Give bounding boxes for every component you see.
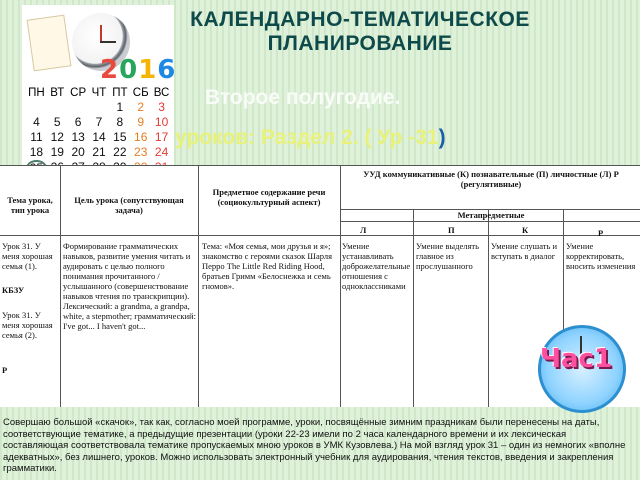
calendar-day: 20 <box>71 145 85 159</box>
row-r-label: Р <box>2 365 8 375</box>
goal-cell: Формирование грамматических навыков, развитие умения читать и аудировать с целью полного понимания прочитанного / услышанного (совершенствование навыков чтения по транскрипции). Лексический: a grandma, a grandpa, white, a stepmother; грамматический: I've got... I haven't got... <box>63 241 196 331</box>
badge-label: Час1 <box>540 344 613 374</box>
calendar-day: 14 <box>92 130 106 144</box>
uud-p-cell: Умение выделять главное из прослушанного <box>416 241 479 271</box>
calendar-day <box>68 100 89 114</box>
sub-header-k: К <box>522 225 529 235</box>
calendar-day <box>47 100 68 114</box>
calendar-day: 11 <box>30 130 43 144</box>
teacher-note: Совершаю большой «скачок», так как, согласно моей программе, уроки, посвящённые зимним праздникам были перенесены на даты, соответствующие тематике, а предыдущие презентации (уроки 22-23 имели по 2 часа календарного времени и их лексическая составляющая соответствовала тематике пропускаемых мною уроков в УМК Кузовлева.) На мой взгляд урок 31 – один из немногих «вполне адекватных», без лишнего, уроков. Можно использовать электронный учебник для аудирования, чтения текстов, введения и закрепления грамматики. <box>3 417 626 474</box>
weekday-label: ЧТ <box>91 87 107 99</box>
calendar-day: 22 <box>113 145 127 159</box>
calendar-day: 18 <box>29 145 44 159</box>
goal-header: Цель урока (сопутствующая задача) <box>74 195 184 215</box>
calendar-day: 24 <box>154 145 169 159</box>
subject-header: Предметное содержание речи (социокультурный аспект) <box>212 187 326 207</box>
topic-cell: Урок 31. У меня хорошая семья (1). <box>2 241 53 271</box>
calendar-year: 2016 <box>100 55 177 85</box>
calendar-day: 17 <box>154 130 169 144</box>
calendar-day <box>89 100 110 114</box>
calendar-day: 4 <box>33 115 40 129</box>
sub-header-l: Л <box>360 225 367 235</box>
uud-header: УУД коммуникативные (К) познавательные (П) личностные (Л) Р (регулятивные) <box>363 169 619 189</box>
subject-cell: Тема: «Моя семья, мои друзья и я»; знакомство с героями сказок Шарля Перро The Little Red Riding Hood, братьев Гримм «Белоснежка и семь гномов». <box>202 241 333 291</box>
calendar-day: 8 <box>116 115 124 129</box>
weekday-label: СБ <box>132 87 149 99</box>
calendar-day: 3 <box>158 100 165 114</box>
calendar-day: 19 <box>50 145 64 159</box>
page-title: КАЛЕНДАРНО-ТЕМАТИЧЕСКОЕ ПЛАНИРОВАНИЕ <box>190 8 530 55</box>
document-icon <box>27 15 72 72</box>
uud-r-cell: Умение корректировать, вносить изменения <box>566 241 636 271</box>
weekday-label: ВТ <box>50 87 65 99</box>
calendar-day: 10 <box>154 115 169 129</box>
calendar-day: 13 <box>71 130 85 144</box>
topic-header: Тема урока, тип урока <box>7 195 53 215</box>
calendar-day <box>26 100 47 114</box>
calendar-day: 2 <box>137 100 145 114</box>
calendar-day: 21 <box>92 145 106 159</box>
calendar-day: 9 <box>137 115 145 129</box>
calendar-widget <box>22 5 177 185</box>
calendar-day: 16 <box>134 130 148 144</box>
calendar-day: 5 <box>53 115 61 129</box>
calendar-day: 1 <box>116 100 124 114</box>
calendar-day: 7 <box>95 115 103 129</box>
topic-cell-2: Урок 31. У меня хорошая семья (2). <box>2 310 53 340</box>
subtitle-semester: Второе полугодие. <box>205 86 401 109</box>
subtitle-lessons: уроков: Раздел 2. ( Ур -31) <box>175 126 446 149</box>
calendar-day: 6 <box>74 115 82 129</box>
weekday-label: ПН <box>28 87 45 99</box>
calendar-day: 23 <box>134 145 148 159</box>
calendar-grid <box>26 87 172 176</box>
calendar-day: 12 <box>50 130 64 144</box>
kbzu-label: КБЗУ <box>2 285 25 295</box>
meta-header: Метапредметные <box>457 210 525 220</box>
uud-l-cell: Умение устанавливать доброжелательные отношения с одноклассниками <box>342 241 411 291</box>
sub-header-p: П <box>448 225 455 235</box>
weekday-label: СР <box>70 87 87 99</box>
weekday-label: ВС <box>153 87 170 99</box>
uud-k-cell: Умение слушать и вступать в диалог <box>491 241 558 261</box>
weekday-label: ПТ <box>112 87 128 99</box>
calendar-day: 15 <box>113 130 127 144</box>
sub-header-r: Р <box>598 228 604 238</box>
